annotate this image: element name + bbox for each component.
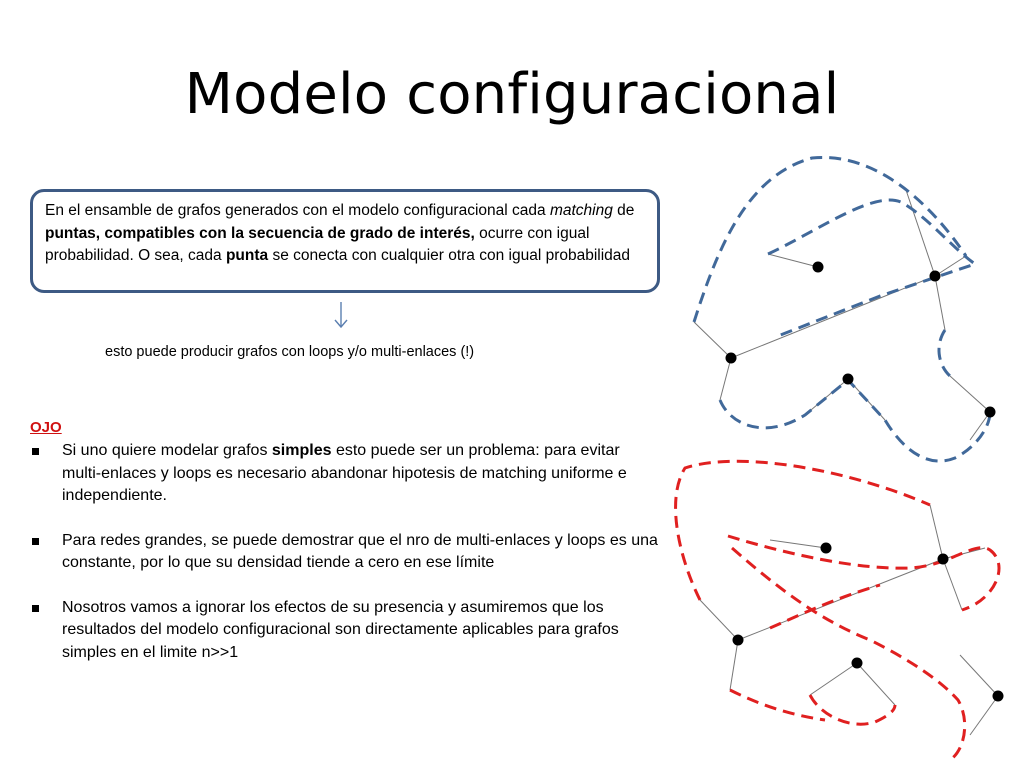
graph-node [821, 543, 832, 554]
graph-edge [810, 663, 857, 695]
red-graph [676, 461, 1004, 760]
graph-edge [768, 254, 818, 267]
graph-node [930, 271, 941, 282]
graph-edge [770, 540, 826, 548]
graph-node [852, 658, 863, 669]
callout-bold-punta: punta [225, 247, 269, 264]
slide-title: Modelo configuracional [184, 62, 840, 127]
square-bullet-icon [32, 605, 39, 612]
bullet-3-text: Nosotros vamos a ignorar los efectos de su presencia y asumiremos que los resultados del modelo configuracional son directamente aplicables para grafos simples en el limite n>>1 [62, 598, 619, 661]
graph-edge [694, 322, 731, 358]
down-arrow-icon [334, 302, 348, 330]
graph-edge [731, 276, 935, 358]
graph-node [726, 353, 737, 364]
graph-node [938, 554, 949, 565]
callout-text-1: En el ensamble de grafos generados con el modelo configuracional cada [45, 202, 550, 219]
graph-edge [720, 358, 731, 400]
blue-dashed-path-outer [694, 157, 966, 322]
graph-node [993, 691, 1004, 702]
graph-edge [730, 640, 738, 690]
red-dashed-path-cross [732, 548, 965, 760]
graph-edge [960, 655, 998, 696]
list-item [30, 597, 660, 665]
callout-matching: matching [549, 202, 613, 219]
graph-edge [930, 505, 943, 559]
graph-edge [805, 379, 848, 415]
bullet-1-text-c: esto puede ser un problema: para evitar multi-enlaces y loops es necesario abandonar hipotesis de matching uniforme e independiente. [62, 442, 627, 504]
graph-edge [935, 276, 945, 330]
callout-text-3: de [612, 202, 635, 219]
red-dashed-path-mid [770, 585, 880, 628]
callout-bold-puntas: puntas, compatibles con la secuencia de grado de interés, [45, 224, 475, 242]
graph-node [733, 635, 744, 646]
bullet-1-text-a: Si uno quiere modelar grafos [62, 442, 272, 459]
callout-text-7: se conecta con cualquier otra con igual probabilidad [268, 247, 631, 264]
blue-dashed-path-lower [720, 380, 990, 461]
graph-node [985, 407, 996, 418]
callout-box [30, 189, 660, 293]
bullet-2-text: Para redes grandes, se puede demostrar que el nro de multi-enlaces y loops es una constante, por lo que su densidad tiende a cero en ese límite [62, 531, 658, 571]
list-item [30, 530, 660, 575]
blue-graph [694, 157, 996, 461]
graph-edge [950, 376, 990, 412]
square-bullet-icon [32, 538, 39, 545]
ojo-heading: OJO [30, 419, 62, 436]
loops-note: esto puede producir grafos con loops y/o multi-enlaces (!) [105, 344, 475, 360]
blue-dashed-path-inner [768, 200, 975, 336]
callout-text [45, 200, 645, 268]
graph-edge [857, 663, 895, 705]
graph-illustration [660, 150, 1024, 768]
graph-edge [943, 548, 985, 559]
bullet-list [30, 440, 660, 686]
graph-edge [970, 696, 998, 735]
square-bullet-icon [32, 448, 39, 455]
callout-text-5: ocurre con igual probabilidad. O sea, cada [45, 224, 590, 264]
list-item [30, 440, 660, 508]
graph-node [813, 262, 824, 273]
graph-node [843, 374, 854, 385]
blue-dashed-path-right [939, 330, 950, 376]
graph-edge [700, 600, 738, 640]
bullet-1-bold: simples [271, 442, 332, 459]
graph-edge [943, 559, 962, 610]
